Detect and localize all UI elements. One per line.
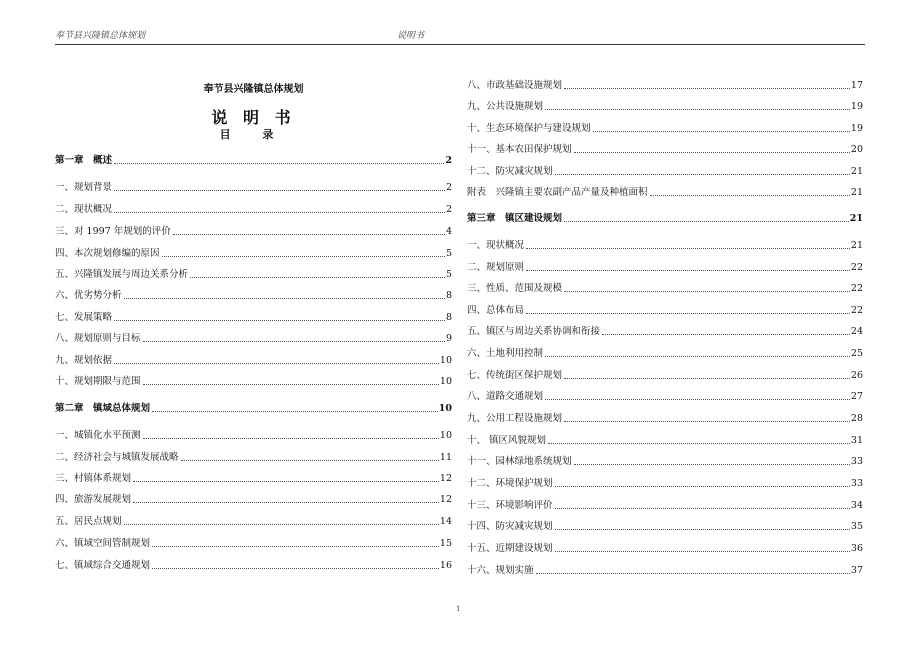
toc-entry[interactable]	[467, 184, 863, 198]
toc-entry-page: 10	[438, 403, 452, 414]
toc-entry-label: 九、规划依据	[55, 355, 113, 366]
toc-entry[interactable]	[55, 266, 452, 280]
toc-leader-dots	[555, 551, 850, 552]
toc-leader-dots	[173, 234, 445, 235]
toc-entry-page: 12	[439, 494, 452, 505]
toc-entry-label: 八、道路交通规划	[467, 391, 544, 402]
toc-entry-page: 10	[439, 430, 452, 441]
toc-entry-label: 一、现状概况	[467, 240, 525, 251]
toc-leader-dots	[124, 298, 445, 299]
toc-entry-page: 22	[850, 262, 863, 273]
toc-entry[interactable]	[55, 449, 452, 463]
toc-entry[interactable]	[467, 367, 863, 381]
toc-entry-page: 12	[439, 473, 452, 484]
toc-entry-label: 三、村镇体系规划	[55, 473, 132, 484]
toc-entry-page: 35	[850, 521, 863, 532]
toc-entry-page: 25	[850, 348, 863, 359]
header-rule	[55, 44, 865, 45]
document-title: 奉节县兴隆镇总体规划	[203, 84, 304, 95]
toc-entry[interactable]	[467, 518, 863, 532]
toc-entry-label: 二、现状概况	[55, 204, 113, 215]
running-header-left: 奉节县兴隆镇总体规划	[55, 31, 146, 41]
toc-entry[interactable]	[467, 562, 863, 576]
toc-entry-label: 八、规划原则与目标	[55, 333, 141, 344]
toc-entry-label: 六、镇域空间管制规划	[55, 538, 151, 549]
toc-leader-dots	[114, 363, 439, 364]
toc-leader-dots	[143, 384, 439, 385]
toc-leader-dots	[545, 356, 850, 357]
toc-entry-label: 十一、基本农田保护规划	[467, 144, 572, 155]
toc-heading: 目 录	[219, 128, 288, 141]
toc-entry[interactable]	[467, 302, 863, 316]
toc-entry-page: 4	[445, 226, 452, 237]
toc-entry-page: 10	[439, 376, 452, 387]
toc-entry-page: 8	[445, 312, 452, 323]
toc-entry-label: 四、总体布局	[467, 305, 525, 316]
toc-leader-dots	[114, 190, 445, 191]
toc-leader-dots	[181, 460, 439, 461]
toc-chapter-entry[interactable]	[467, 210, 863, 224]
toc-entry-page: 14	[439, 516, 452, 527]
toc-entry-page: 8	[445, 290, 452, 301]
toc-entry-label: 三、性质、范围及规模	[467, 283, 563, 294]
toc-leader-dots	[152, 411, 438, 412]
toc-leader-dots	[152, 568, 439, 569]
toc-leader-dots	[555, 486, 850, 487]
toc-entry[interactable]	[55, 557, 452, 571]
toc-entry[interactable]	[467, 163, 863, 177]
toc-entry-label: 三、对 1997 年规划的评价	[55, 226, 171, 237]
toc-entry-label: 附表 兴隆镇主要农副产品产量及种植面积	[467, 187, 648, 198]
toc-entry[interactable]	[55, 330, 452, 344]
toc-leader-dots	[545, 399, 850, 400]
running-header-center: 说明书	[397, 31, 425, 41]
toc-entry[interactable]	[55, 223, 452, 237]
toc-entry-page: 2	[445, 155, 452, 166]
toc-entry-page: 26	[850, 370, 863, 381]
toc-entry-label: 五、居民点规划	[55, 516, 122, 527]
toc-entry[interactable]	[467, 98, 863, 112]
toc-entry-label: 七、传统街区保护规划	[467, 370, 563, 381]
toc-leader-dots	[564, 221, 849, 222]
toc-leader-dots	[564, 421, 850, 422]
toc-entry-label: 第三章 镇区建设规划	[467, 213, 563, 224]
toc-entry-label: 十一、园林绿地系统规划	[467, 456, 572, 467]
toc-leader-dots	[593, 131, 850, 132]
toc-entry[interactable]	[467, 120, 863, 134]
toc-entry[interactable]	[467, 280, 863, 294]
toc-entry[interactable]	[55, 352, 452, 366]
toc-entry-label: 六、优劣势分析	[55, 290, 122, 301]
toc-entry-page: 9	[445, 333, 452, 344]
toc-entry[interactable]	[55, 491, 452, 505]
toc-entry[interactable]	[467, 77, 863, 91]
toc-entry-page: 28	[850, 413, 863, 424]
toc-entry-page: 2	[445, 204, 452, 215]
toc-entry-label: 第一章 概述	[55, 155, 113, 166]
toc-entry-page: 21	[850, 187, 863, 198]
toc-leader-dots	[574, 152, 850, 153]
toc-entry[interactable]	[467, 259, 863, 273]
toc-entry-page: 20	[850, 144, 863, 155]
toc-entry-page: 36	[850, 543, 863, 554]
toc-leader-dots	[564, 88, 850, 89]
toc-entry-label: 九、公共设施规划	[467, 101, 544, 112]
toc-leader-dots	[526, 270, 850, 271]
toc-entry[interactable]	[467, 323, 863, 337]
toc-entry-page: 5	[445, 269, 452, 280]
toc-leader-dots	[548, 443, 850, 444]
toc-entry-page: 16	[439, 560, 452, 571]
toc-entry[interactable]	[55, 201, 452, 215]
toc-leader-dots	[124, 524, 439, 525]
toc-leader-dots	[555, 529, 850, 530]
toc-entry-label: 六、土地利用控制	[467, 348, 544, 359]
toc-entry[interactable]	[55, 373, 452, 387]
toc-leader-dots	[526, 313, 850, 314]
toc-entry[interactable]	[55, 287, 452, 301]
toc-entry[interactable]	[467, 410, 863, 424]
toc-entry[interactable]	[467, 453, 863, 467]
toc-entry[interactable]	[467, 497, 863, 511]
toc-entry[interactable]	[55, 309, 452, 323]
toc-entry[interactable]	[467, 141, 863, 155]
toc-entry-page: 11	[439, 452, 452, 463]
toc-entry-page: 37	[850, 565, 863, 576]
toc-entry-page: 5	[445, 248, 452, 259]
toc-leader-dots	[190, 277, 445, 278]
toc-entry-page: 2	[445, 182, 452, 193]
toc-entry-page: 15	[439, 538, 452, 549]
toc-entry-label: 十、规划期限与范围	[55, 376, 141, 387]
toc-entry-label: 七、镇域综合交通规划	[55, 560, 151, 571]
toc-chapter-entry[interactable]	[55, 152, 452, 166]
toc-chapter-entry[interactable]	[55, 400, 452, 414]
toc-entry-label: 十三、环境影响评价	[467, 500, 553, 511]
toc-entry-label: 二、规划原则	[467, 262, 525, 273]
toc-leader-dots	[133, 481, 439, 482]
toc-entry-page: 21	[850, 240, 863, 251]
toc-leader-dots	[536, 573, 850, 574]
toc-entry-label: 十、 镇区风貌规划	[467, 435, 547, 446]
toc-leader-dots	[143, 341, 445, 342]
toc-entry-label: 九、公用工程设施规划	[467, 413, 563, 424]
toc-leader-dots	[114, 320, 445, 321]
toc-entry[interactable]	[467, 475, 863, 489]
toc-leader-dots	[114, 163, 444, 164]
toc-entry-label: 十、生态环境保护与建设规划	[467, 123, 591, 134]
toc-entry-page: 24	[850, 326, 863, 337]
toc-leader-dots	[545, 109, 850, 110]
toc-leader-dots	[564, 291, 850, 292]
toc-entry-page: 19	[850, 123, 863, 134]
toc-entry-page: 33	[850, 478, 863, 489]
toc-entry-page: 27	[850, 391, 863, 402]
toc-entry-label: 十二、环境保护规划	[467, 478, 553, 489]
toc-leader-dots	[555, 174, 850, 175]
toc-entry-page: 21	[849, 213, 863, 224]
toc-entry-page: 17	[850, 80, 863, 91]
toc-entry-page: 19	[850, 101, 863, 112]
document-subtitle: 说 明 书	[211, 108, 296, 127]
toc-entry[interactable]	[467, 540, 863, 554]
toc-entry-page: 31	[850, 435, 863, 446]
toc-entry-page: 22	[850, 305, 863, 316]
toc-entry[interactable]	[55, 179, 452, 193]
toc-entry[interactable]	[55, 427, 452, 441]
toc-entry-label: 十四、防灾减灾规划	[467, 521, 553, 532]
toc-leader-dots	[143, 438, 439, 439]
toc-leader-dots	[152, 546, 439, 547]
toc-entry-page: 22	[850, 283, 863, 294]
toc-entry-label: 七、发展策略	[55, 312, 113, 323]
toc-leader-dots	[574, 464, 850, 465]
toc-entry-page: 21	[850, 166, 863, 177]
toc-entry-label: 四、本次规划修编的原因	[55, 248, 160, 259]
toc-leader-dots	[133, 502, 439, 503]
toc-entry-label: 四、旅游发展规划	[55, 494, 132, 505]
toc-leader-dots	[650, 195, 850, 196]
toc-entry-label: 一、规划背景	[55, 182, 113, 193]
toc-entry-label: 十二、防灾减灾规划	[467, 166, 553, 177]
toc-entry[interactable]	[55, 535, 452, 549]
toc-entry[interactable]	[467, 237, 863, 251]
toc-entry-label: 二、经济社会与城镇发展战略	[55, 452, 179, 463]
toc-entry-label: 第二章 镇域总体规划	[55, 403, 151, 414]
toc-leader-dots	[162, 256, 445, 257]
toc-entry-page: 33	[850, 456, 863, 467]
toc-entry[interactable]	[467, 432, 863, 446]
toc-entry-label: 五、镇区与周边关系协调和衔接	[467, 326, 601, 337]
toc-entry-label: 八、市政基础设施规划	[467, 80, 563, 91]
toc-leader-dots	[526, 248, 850, 249]
toc-entry[interactable]	[467, 345, 863, 359]
toc-entry[interactable]	[55, 470, 452, 484]
toc-entry[interactable]	[467, 388, 863, 402]
toc-entry-page: 10	[439, 355, 452, 366]
page-number: 1	[456, 605, 461, 613]
toc-leader-dots	[114, 212, 445, 213]
toc-entry-label: 五、兴隆镇发展与周边关系分析	[55, 269, 189, 280]
toc-entry[interactable]	[55, 513, 452, 527]
toc-entry[interactable]	[55, 245, 452, 259]
toc-entry-page: 34	[850, 500, 863, 511]
toc-entry-label: 十五、近期建设规划	[467, 543, 553, 554]
toc-entry-label: 十六、规划实施	[467, 565, 534, 576]
toc-leader-dots	[564, 378, 850, 379]
toc-entry-label: 一、城镇化水平预测	[55, 430, 141, 441]
toc-leader-dots	[602, 334, 850, 335]
toc-leader-dots	[555, 508, 850, 509]
